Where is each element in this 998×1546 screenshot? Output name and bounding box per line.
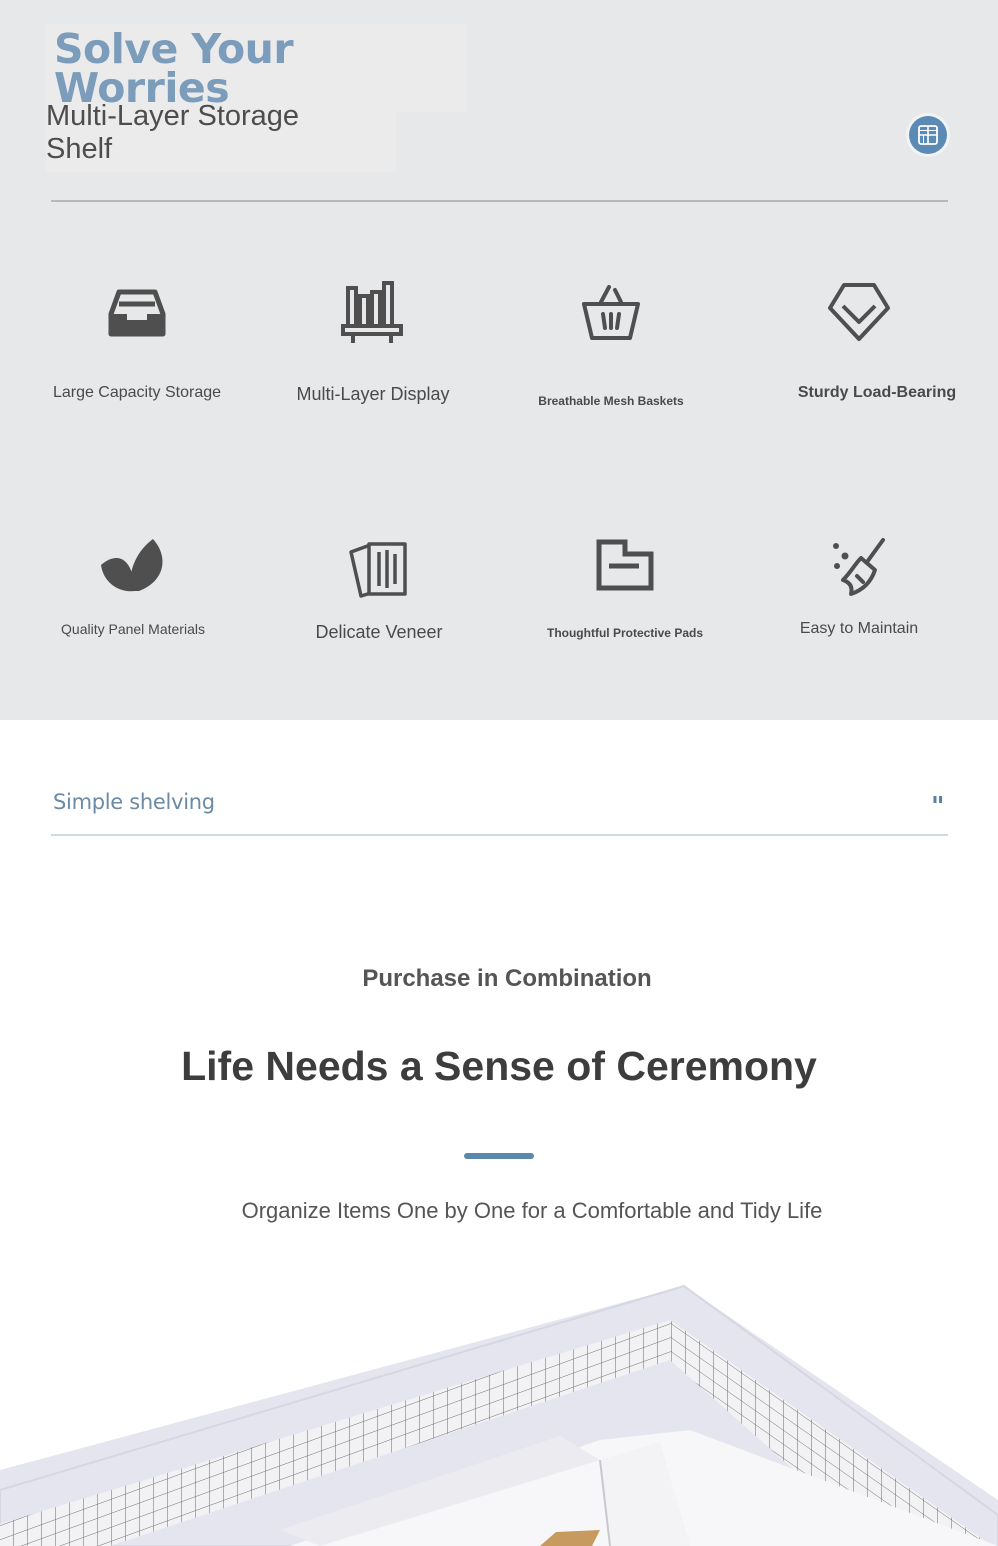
feature-section — [0, 0, 998, 720]
feature-protective-pads — [510, 538, 740, 658]
feature-multi-layer — [258, 280, 488, 410]
feature-panel-materials — [18, 535, 248, 655]
section-tagline: Organize Items One by One for a Comfortable and Tidy Life — [241, 1198, 823, 1223]
section-eyebrow: Purchase in Combination — [362, 965, 652, 992]
hero-title: Solve Your Worries — [54, 25, 294, 112]
hero-subtitle: Multi-Layer Storage Shelf — [46, 100, 300, 165]
accent-bar — [464, 1153, 534, 1159]
veneer-icon — [347, 538, 411, 600]
shelf-product-image — [0, 1260, 998, 1546]
feature-label: Delicate Veneer — [315, 622, 443, 642]
bookshelf-icon — [341, 280, 405, 346]
divider — [51, 200, 948, 202]
broom-icon — [827, 536, 891, 598]
feature-label: Breathable Mesh Baskets — [538, 394, 684, 408]
grid-icon — [909, 116, 947, 154]
pad-icon — [595, 538, 655, 594]
feature-mesh-baskets — [496, 282, 726, 412]
feature-easy-maintain — [744, 536, 974, 656]
feature-label: Easy to Maintain — [799, 620, 919, 637]
leaf-icon — [97, 535, 169, 597]
section-rule-title: Simple shelving — [53, 790, 215, 814]
feature-label: Multi-Layer Display — [296, 384, 450, 404]
diamond-icon — [827, 280, 891, 344]
feature-load-bearing — [744, 280, 974, 410]
feature-label: Quality Panel Materials — [61, 621, 205, 637]
feature-veneer — [264, 538, 494, 658]
quote-mark-icon: " — [931, 792, 945, 822]
feature-label: Thoughtful Protective Pads — [546, 626, 703, 640]
feature-label: Large Capacity Storage — [52, 384, 222, 401]
basket-icon — [579, 282, 643, 344]
divider — [51, 834, 948, 836]
section-headline: Life Needs a Sense of Ceremony — [181, 1043, 817, 1089]
feature-large-capacity — [22, 280, 252, 410]
tray-icon — [105, 280, 169, 344]
feature-label: Sturdy Load-Bearing — [797, 384, 957, 401]
